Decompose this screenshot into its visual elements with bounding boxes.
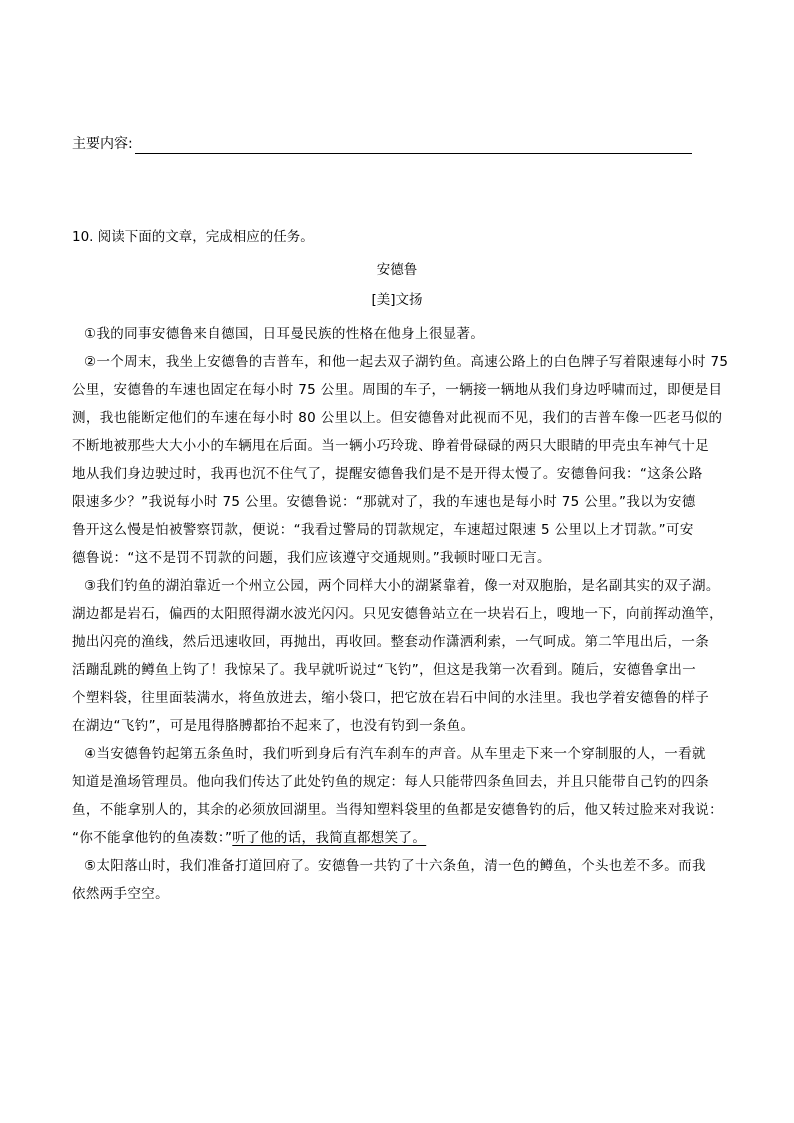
paragraph-2-line-1: ②一个周末，我坐上安德鲁的吉普车，和他一起去双子湖钓鱼。高速公路上的白色牌子写着限速每小时 75 bbox=[84, 354, 729, 370]
quoted-speech: “你不能拿他钓的鱼凑数：” bbox=[72, 830, 233, 846]
question-prompt: 10. 阅读下面的文章，完成相应的任务。 bbox=[72, 229, 314, 245]
paragraph-4-line-1: ④当安德鲁钓起第五条鱼时，我们听到身后有汽车刹车的声音。从车里走下来一个穿制服的人，一看就 bbox=[84, 746, 706, 762]
paragraph-5-line-2: 依然两手空空。 bbox=[72, 886, 169, 902]
summary-blank[interactable] bbox=[135, 139, 692, 154]
paragraph-3-line-1: ③我们钓鱼的湖泊靠近一个州立公园，两个同样大小的湖紧靠着，像一对双胞胎，是名副其实的双子湖。 bbox=[84, 578, 720, 594]
paragraph-4-line-4 bbox=[72, 824, 732, 852]
paragraph-1-line-1: ①我的同事安德鲁来自德国，日耳曼民族的性格在他身上很显著。 bbox=[84, 326, 485, 342]
paragraph-4-line-2: 知道是渔场管理员。他向我们传达了此处钓鱼的规定：每人只能带四条鱼回去，并且只能带自己钓的四条 bbox=[72, 774, 710, 790]
article-title: 安德鲁 bbox=[376, 262, 418, 278]
underlined-sentence: 听了他的话，我简直都想笑了。 bbox=[232, 830, 427, 846]
paragraph-2-line-3: 测，我也能断定他们的车速在每小时 80 公里以上。但安德鲁对此视而不见，我们的吉普车像一匹老马似的 bbox=[72, 410, 723, 426]
paragraph-2-line-2: 公里，安德鲁的车速也固定在每小时 75 公里。周围的车子，一辆接一辆地从我们身边呼啸而过，即便是目 bbox=[72, 382, 723, 398]
paragraph-2-line-8: 德鲁说：“这不是罚不罚款的问题，我们应该遵守交通规则。”我顿时哑口无言。 bbox=[72, 550, 551, 566]
paragraph-5-line-1: ⑤太阳落山时，我们准备打道回府了。安德鲁一共钓了十六条鱼，清一色的鳟鱼，个头也差不多。而我 bbox=[84, 858, 706, 874]
summary-label: 主要内容: bbox=[72, 136, 133, 152]
paragraph-3-line-3: 抛出闪亮的渔线，然后迅速收回，再抛出，再收回。整套动作潇洒利索，一气呵成。第二竿甩出后，一条 bbox=[72, 634, 710, 650]
paragraph-3-line-6: 在湖边“飞钓”，可是甩得胳膊都抬不起来了，也没有钓到一条鱼。 bbox=[72, 718, 475, 734]
paragraph-2-line-7: 鲁开这么慢是怕被警察罚款，便说：“我看过警局的罚款规定，车速超过限速 5 公里以上才罚款。”可安 bbox=[72, 522, 694, 538]
paragraph-3-line-5: 个塑料袋，往里面装满水，将鱼放进去，缩小袋口，把它放在岩石中间的水洼里。我也学着安德鲁的样子 bbox=[72, 690, 710, 706]
paragraph-2-line-6: 限速多少？”我说每小时 75 公里。安德鲁说：“那就对了，我的车速也是每小时 75 公里。”我以为安德 bbox=[72, 494, 696, 510]
article-body bbox=[72, 320, 732, 908]
paragraph-3-line-2: 湖边都是岩石，偏西的太阳照得湖水波光闪闪。只见安德鲁站立在一块岩石上，嗖地一下，向前挥动渔竿， bbox=[72, 606, 723, 622]
paragraph-3-line-4: 活蹦乱跳的鳟鱼上钩了！我惊呆了。我早就听说过“飞钓”，但这是我第一次看到。随后，安德鲁拿出一 bbox=[72, 662, 697, 678]
summary-answer-line bbox=[72, 134, 692, 154]
paragraph-2-line-4: 不断地被那些大大小小的车辆甩在后面。当一辆小巧玲珑、睁着骨碌碌的两只大眼睛的甲壳虫车神气十足 bbox=[72, 438, 710, 454]
article-author: [美]文扬 bbox=[371, 292, 423, 308]
paragraph-2-line-5: 地从我们身边驶过时，我再也沉不住气了，提醒安德鲁我们是不是开得太慢了。安德鲁问我：“这条公路 bbox=[72, 466, 703, 482]
paragraph-4-line-3: 鱼，不能拿别人的，其余的必须放回湖里。当得知塑料袋里的鱼都是安德鲁钓的后，他又转过脸来对我说： bbox=[72, 802, 723, 818]
